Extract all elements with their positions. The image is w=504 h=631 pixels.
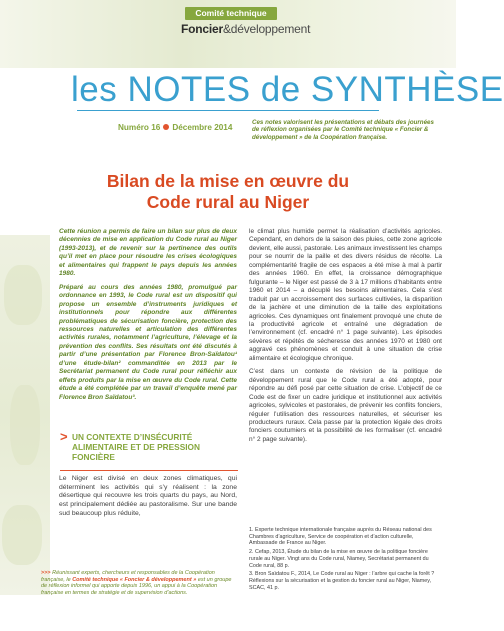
- section-divider: [60, 470, 238, 471]
- summary-paragraph: Cette réunion a permis de faire un bilan sur plus de deux décennies de mise en application du Code rural au Niger (1993-2013), et de revenir sur la pertinence des outils qu’il met en place pour résoudre les crises écologiques et alimentaires qui frappent le pays depuis les années 1980.: [59, 228, 237, 278]
- body-paragraph: le climat plus humide permet la réalisation d’activités agricoles. Cependant, en dehors de la saison des pluies, cette zone agricole devient, elle aussi, pastorale. Les animaux investissent les champs pour se nourrir de la paille et des divers résidus de récolte. La complémentarité fragile de ces espaces a été mise à mal à partir des années 1960. En effet, la croissance démographique fulgurante – le Niger est passé de 3 à 17 millions d’habitants entre 1960 et 2014 – a décuplé les besoins alimentaires. Cela s’est traduit par un accroissement des surfaces cultivées, la disparition de la jachère et une diminution de la taille des exploitations agricoles. Ces dynamiques ont finalement provoqué une chute de la productivité agricole et entraîné une dégradation de l’environnement (cf. encadré n° 1 page suivante). Les épisodes sévères et répétés de sécheresse des années 1970 et 1980 ont aggravé ces phénomènes et conduit à une situation de crise alimentaire et écologique chronique.: [249, 228, 442, 362]
- brand-logo-text: [181, 22, 310, 36]
- committee-badge: Comité technique: [185, 7, 277, 20]
- bullet-dot-icon: [163, 124, 169, 130]
- committee-lead: Réunissant experts, chercheurs et responsables de la Coopération française, le: [41, 570, 215, 583]
- decorative-strip: [0, 235, 50, 595]
- body-right-column: [249, 228, 442, 449]
- issue-line: [118, 123, 232, 132]
- series-title: les NOTES de SYNTHÈSE: [71, 70, 504, 109]
- body-paragraph: C’est dans un contexte de révision de la politique de développement rural que le Code rural a été adopté, pour répondre au défi posé par cette situation de crise. L’objectif de ce Code est de fixer un cadre juridique et institutionnel aux activités agricoles, sylvicoles et pastorales, de prévenir les conflits fonciers, réguler l’utilisation des ressources naturelles, et sécuriser les producteurs ruraux. Cela passe par la protection légale des droits fonciers coutumiers et la possibilité de les formaliser (cf. encadré n° 2 page suivante).: [249, 368, 442, 443]
- header-band: [0, 0, 456, 68]
- body-paragraph: Le Niger est divisé en deux zones climatiques, qui déterminent les activités qui s’y réalisent : la zone désertique qui recouvre les trois quarts du pays, au Nord, est principalement dédiée au pastoralisme. Sur une bande sud beaucoup plus réduite,: [59, 475, 237, 517]
- decorative-blot: [2, 505, 42, 565]
- footnote: 3. Bron Saïdatou F., 2014, Le Code rural au Niger : l’arbre qui cache la forêt ? Réflexions sur la sécurisation et la gestion du foncier rural au Niger, Niamey, SCAC, 41 p.: [249, 571, 435, 591]
- section-heading-text: UN CONTEXTE D’INSÉCURITÉ ALIMENTAIRE ET DE PRESSION FONCIÈRE: [72, 432, 200, 462]
- article-summary: [59, 228, 237, 407]
- footnote: 2. Cefap, 2013, Étude du bilan de la mise en œuvre de la politique foncière rurale au Niger. Vingt ans du Code rural, Niamey, Secrétariat permanent du Code rural, 88 p.: [249, 549, 429, 569]
- footnote: 1. Experte technique internationale française auprès du Réseau national des Chambres d’agriculture, Service de coopération et d’action culturelle, Ambassade de France au Niger.: [249, 527, 432, 547]
- article-title: Bilan de la mise en œuvre du Code rural au Niger: [106, 171, 350, 212]
- body-left-column: [59, 475, 237, 519]
- series-intro: Ces notes valorisent les présentations et débats des journées de réflexion organisées par le Comité technique « Foncier & développement » de la Coopération française.: [252, 119, 434, 141]
- issue-date: Décembre 2014: [172, 123, 233, 132]
- title-divider: [77, 110, 379, 111]
- issue-number: Numéro 16: [118, 123, 161, 132]
- brand-bold: Foncier: [181, 22, 223, 36]
- committee-rest: est un groupe de réflexion informel qui apporte depuis 1996, un appui à la Coopération française en termes de stratégie et de supervision d’actions.: [41, 576, 232, 597]
- committee-description: [41, 570, 237, 597]
- triple-arrow-icon: >>>: [41, 570, 51, 576]
- decorative-blot: [10, 385, 40, 465]
- footnotes: [249, 527, 442, 593]
- summary-paragraph: Préparé au cours des années 1980, promulgué par ordonnance en 1993, le Code rural est un dispositif qui propose un ensemble d’instruments juridiques et institutionnels pour répondre aux différentes problématiques de sécurisation foncière, protection des ressources naturelles et articulation des différentes activités rurales, notamment l’agriculture, l’élevage et la prévention des conflits. Ses résultats ont été discutés à partir d’une présentation par Florence Bron-Saïdatou¹ d’une étude-bilan² commanditée en 2013 par le Secrétariat permanent du Code rural pour réfléchir aux effets produits par la mise en œuvre du Code rural. Cette étude a été complétée par un travail d’enquête mené par Florence Bron Saïdatou³.: [59, 283, 237, 401]
- decorative-blot: [4, 265, 42, 325]
- brand-light: &développement: [222, 22, 311, 36]
- committee-name: Comité technique « Foncier & développement »: [72, 576, 197, 583]
- chevron-right-icon: >: [60, 429, 68, 444]
